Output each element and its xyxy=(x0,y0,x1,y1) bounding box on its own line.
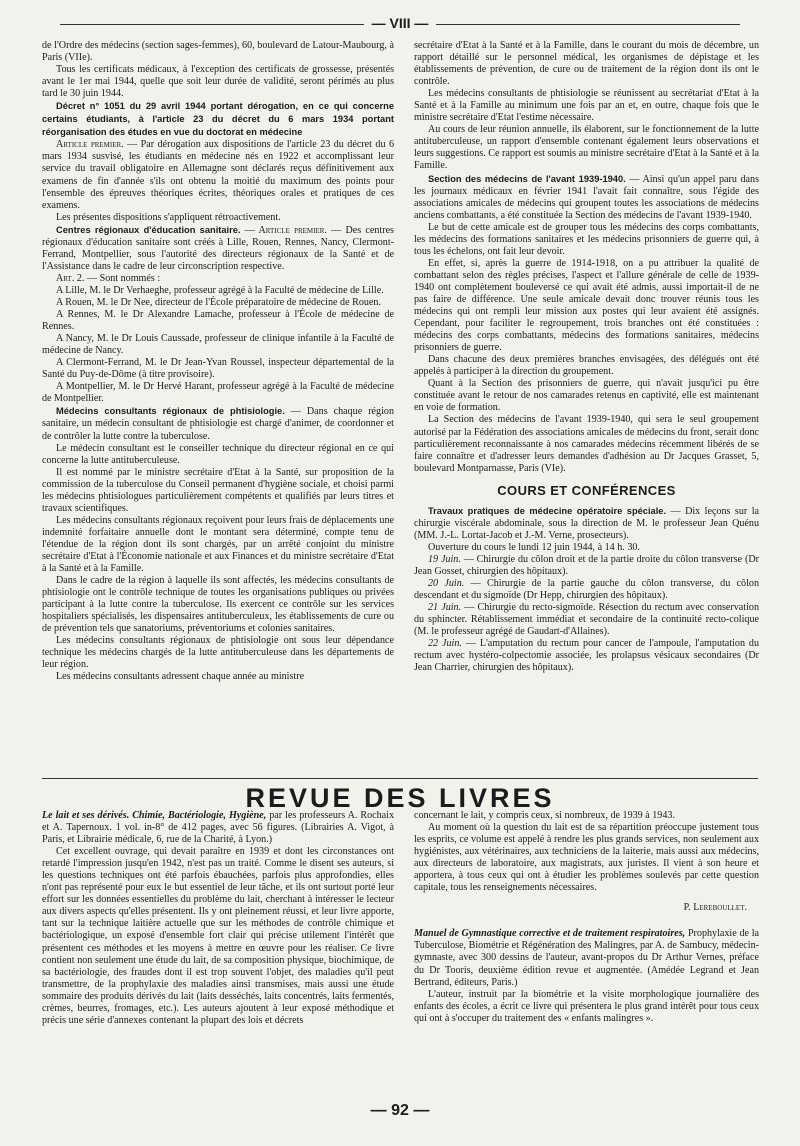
section-divider xyxy=(42,778,758,779)
paragraph-text: Les médecins consultants régionaux de phtisiologie ont sous leur dépendance technique les médecins chargés de la lutte antituberculeuse dans les départements de leur région. xyxy=(42,635,394,671)
paragraph-text: A Rennes, M. le Dr Alexandre Lamache, professeur à l'École de médecine de Rennes. xyxy=(42,309,394,333)
paragraph-heading: Médecins consultants régionaux de phtisiologie. xyxy=(56,406,285,417)
column-left-bottom xyxy=(42,810,394,1027)
right-top-paragraph xyxy=(414,378,759,414)
cours-paragraph xyxy=(414,602,759,638)
review-signature: P. Lereboullet. xyxy=(683,902,747,914)
revue-right-paragraph xyxy=(414,989,759,1025)
cours-paragraph xyxy=(414,542,759,554)
right-top-paragraph xyxy=(414,88,759,124)
paragraph-text: Les présentes dispositions s'appliquent rétroactivement. xyxy=(56,211,281,223)
paragraph-text: Au moment où la question du lait est de sa répartition préoccupe justement tous les esprits, ce volume est appelé à rendre les plus grands services, non seulement aux hygiénistes, aux vétérinaires, aux techniciens de la laiterie, mais aussi aux médecins, aux directeurs de laboratoire, aux magistrats, aux juristes. Il vient à son heure et apportera, à tous ceux qui ont à étudier les problèmes soulevés par cette question capitale, tous les renseignements nécessaires. xyxy=(414,822,759,894)
paragraph-text: Les médecins consultants régionaux reçoivent pour leurs frais de déplacements une indemnité forfaitaire annuelle dont le montant sera déterminé, compte tenu de l'étendue de la région dont ils sont chargés, par un arrêté conjoint du ministre secrétaire d'Etat à l'Économie nationale et aux Finances et du ministre secrétaire d'Etat à la Santé et à la Famille. xyxy=(42,514,394,575)
left-top-paragraph xyxy=(42,64,394,100)
paragraph-text: secrétaire d'Etat à la Santé et à la Famille, dans le courant du mois de décembre, un rapport détaillé sur le personnel médical, les organismes de dépistage et les établissements de prévention, de cure ou de traitement de la région dont ils ont le contrôle. xyxy=(414,40,759,88)
paragraph-text: A Lille, M. le Dr Verhaeghe, professeur agrégé à la Faculté de médecine de Lille. xyxy=(56,284,384,296)
course-date: 22 Juin. xyxy=(428,638,462,650)
paragraph-text: — Chirurgie du recto-sigmoïde. Résection du rectum avec conservation du sphincter. Rétablissement immédiat et secondaire de la continuité recto-colique (M. le professeur agrégé de Gaudart-d'Allaines). xyxy=(414,602,759,638)
left-top-paragraph xyxy=(42,333,394,357)
paragraph-text: A Montpellier, M. le Dr Hervé Harant, professeur agrégé à la Faculté de médecine de Montpellier. xyxy=(42,381,394,405)
left-top-paragraph xyxy=(42,100,394,139)
left-top-paragraph xyxy=(42,285,394,297)
right-top-paragraph xyxy=(414,354,759,378)
paragraph-text: — Dix leçons sur la chirurgie viscérale abdominale, sous la direction de M. le professeur Jean Quénu (MM. J.-L. Lortat-Jacob et J.-M. Verne, prosecteurs). xyxy=(414,505,759,541)
paragraph-text: Ouverture du cours le lundi 12 juin 1944, à 14 h. 30. xyxy=(428,541,640,553)
left-top-paragraph xyxy=(42,224,394,273)
right-top-paragraph xyxy=(414,258,759,354)
book-title: Manuel de Gymnastique corrective et de traitement respiratoires, xyxy=(414,928,686,940)
page-header xyxy=(0,15,800,31)
paragraph-text: L'auteur, instruit par la biométrie et la visite morphologique journalière des enfants des écoles, a écrit ce livre qui présentera le plus grand intérêt pour tous ceux qui ont à s'occuper du traitement des « enfants malingres ». xyxy=(414,988,759,1024)
paragraph-text: La Section des médecins de l'avant 1939-1940, qui sera le seul groupement autorisé par la Fédération des associations amicales de médecins du front, serait donc particulièrement reconnaissante à nos camarades médecins récemment libérés de se faire connaître et d'adresser leurs demandes d'adhésion au Dr Jacques Grasset, 5, boulevard Montparnasse, Paris (VIe). xyxy=(414,414,759,474)
paragraph-heading: Décret n° 1051 du 29 avril 1944 portant dérogation, en ce qui concerne certains étudiants, à l'article 23 du décret du 6 mars 1934 portant réorganisation des études en vue du doctorat en médecine xyxy=(42,101,394,138)
article-label: — Article premier. xyxy=(240,224,327,236)
left-top-paragraph xyxy=(42,40,394,64)
column-right-bottom xyxy=(414,810,759,1025)
left-top-paragraph xyxy=(42,139,394,211)
right-top-paragraph xyxy=(414,222,759,258)
paragraph-text: Prophylaxie de la Tuberculose, Biométrie et Régénération des Malingres, par A. de Sambucy, médecin-gymnaste, avec 300 dessins de l'auteur, avant-propos du Dr Arthur Vernes, préface du Dr Tooris, deuxième édition revue et augmentée. (Amédée Legrand et Jean Bertrand, éditeurs, Paris.) xyxy=(414,928,760,988)
right-top-paragraph xyxy=(414,124,759,172)
left-top-paragraph xyxy=(42,443,394,467)
paragraph-text: En effet, si, après la guerre de 1914-1918, on a pu attribuer la qualité de combattant selon des règles précises, l'aspect et l'allure générale de celle de 1939-1940 ont complètement bouleversé ce qui avait été admis, aussi importait-il de ne pas faire de différence. Une seule amicale devait donc trouver réunis tous les médecins qui ont rempli leur mission aux postes qui leur avaient été assignés. Cependant, pour faciliter le regroupement, trois branches ont été constituées : médecins des corps combattants, médecins des formations sanitaires, médecins prisonniers de guerre. xyxy=(414,257,759,354)
cours-section-title: COURS ET CONFÉRENCES xyxy=(497,482,676,498)
book-title: Le lait et ses dérivés. Chimie, Bactériologie, Hygiène, xyxy=(42,810,267,821)
left-top-paragraph xyxy=(42,467,394,515)
right-top-paragraph xyxy=(414,414,759,474)
page-number: — 92 — xyxy=(370,1102,430,1119)
paragraph-heading: Travaux pratiques de médecine opératoire spéciale. xyxy=(428,505,667,516)
cours-paragraph xyxy=(414,505,759,542)
cours-paragraph xyxy=(414,638,759,674)
paragraph-text: — Dans chaque région sanitaire, un médecin consultant de phtisiologie est chargé d'animer, de coordonner et de contrôler la lutte contre la tuberculose. xyxy=(42,406,394,442)
paragraph-text: A Rouen, M. le Dr Nee, directeur de l'École préparatoire de médecine de Rouen. xyxy=(56,296,381,308)
paragraph-text: A Clermont-Ferrand, M. le Dr Jean-Yvan Roussel, inspecteur départemental de la Santé du Puy-de-Dôme (à titre provisoire). xyxy=(42,357,394,381)
revue-left-paragraph xyxy=(42,846,394,1027)
paragraph-text: par les professeurs A. Rochaix et A. Tapernoux. 1 vol. in-8° de 412 pages, avec 56 figures. (Librairies A. Vigot, à Paris, et Librairie médicale, 6, rue de la Charité, à Lyon.) xyxy=(42,810,394,846)
paragraph-text: Dans le cadre de la région à laquelle ils sont affectés, les médecins consultants de phtisiologie ont le contrôle technique de toutes les organisations publiques ou privées participant à la lutte contre la tuberculose. Ils exercent ce contrôle sur les services hospitaliers spécialisés, les dispensaires antituberculeux, les établissements de cure ou de prévention tels que sanatoriums, préventoriums et colonies sanitaires. xyxy=(42,575,394,635)
revue-title: REVUE DES LIVRES xyxy=(245,783,555,813)
paragraph-text: Les médecins consultants adressent chaque année au ministre xyxy=(56,671,305,683)
left-top-paragraph xyxy=(42,273,394,285)
left-top-paragraph xyxy=(42,297,394,309)
paragraph-text: — Par dérogation aux dispositions de l'article 23 du décret du 6 mars 1934 susvisé, les étudiants en médecine nés en 1922 et accomplissant leur service du travail obligatoire en Allemagne sont déclarés reçus définitivement aux examens de fin d'année s'ils ont obtenu la moitié du maximum des points pour l'ensemble des épreuves théoriques écrites, théoriques orales et pratiques de ces examens. xyxy=(42,139,394,211)
course-date: 19 Juin. xyxy=(428,553,461,565)
left-top-paragraph xyxy=(42,357,394,381)
paragraph-text: Il est nommé par le ministre secrétaire d'Etat à la Santé, sur proposition de la commission de la tuberculose du Conseil permanent d'hygiène sociale, et choisi parmi les médecins phtisiologues particulièrement compétents et qualifiés par leurs titres et travaux scientifiques. xyxy=(42,466,394,514)
article-label: Art. 2. xyxy=(56,272,85,284)
paragraph-text: — Des centres régionaux d'éducation sanitaire sont créés à Lille, Rouen, Rennes, Nancy, Clermont-Ferrand, Montpellier, sous l'autorité des directeurs régionaux de la Santé et de l'Assistance dans le cadre de leur circonscription respective. xyxy=(42,224,394,272)
revue-right-paragraph xyxy=(414,822,759,894)
paragraph-text: — L'amputation du rectum pour cancer de l'ampoule, l'amputation du rectum avec hystéro-colpectomie associée, les prolapsus vésicaux secondaires (Dr Jean Charrier, chirurgien des hôpitaux). xyxy=(414,638,759,674)
paragraph-text: — Chirurgie de la partie gauche du côlon transverse, du côlon descendant et du sigmoïde (Dr Hepp, chirurgien des hôpitaux). xyxy=(414,578,759,602)
column-right-top xyxy=(414,40,759,674)
left-top-paragraph xyxy=(42,309,394,333)
paragraph-text: Les médecins consultants de phtisiologie se réunissent au secrétariat d'Etat à la Santé et à la Famille au minimum une fois par an et, en outre, chaque fois que le ministre secrétaire d'Etat l'estime nécessaire. xyxy=(414,88,759,124)
paragraph-text: Le but de cette amicale est de grouper tous les médecins des corps combattants, les médecins des formations sanitaires et les médecins prisonniers de guerre qui, à tous les échelons, ont fait leur devoir. xyxy=(414,221,759,257)
right-top-paragraph xyxy=(414,173,759,222)
course-date: 21 Juin. xyxy=(428,602,462,614)
cours-section-body xyxy=(414,505,759,675)
paragraph-text: Cet excellent ouvrage, qui devait paraître en 1939 et dont les circonstances ont retardé l'impression jusqu'en 1942, n'est pas un traité. Comme le disent ses auteurs, si les questions techniques ont été parfois ébauchées, parfois plus approfondies, elles n'ont pas représenté pour eux le but essentiel de leur tâche, et ils ont surtout porté leur effort sur les données essentielles du problème du lait, cherchant à intéresser le lecteur aux divers aspects qu'elles présentent. Ils y ont pleinement réussi, et leur livre apporte, tant sur la technique laitière actuelle que sur les méthodes de contrôle chimique et bactériologique, un exposé d'ensemble fort clair qui précise utilement l'intérêt que présentent ces méthodes et les moyens à mettre en œuvre pour les réaliser. Ce livre contient non seulement une étude du lait, de sa composition physique, biochimique, de sa bactériologie, des fraudes dont il est trop souvent l'objet, des maladies qu'il peut transmettre, de la prophylaxie des maladies ainsi transmises, mais aussi une étude sommaire des produits dérivés du lait (laits desséchés, laits concentrés, laits fermentés, crèmes, beurres, fromages, etc.). Les auteurs ajoutent à leur exposé méthodique et précis une série d'annexes contenant la plupart des lois et décrets xyxy=(42,846,394,1026)
right-top-paragraph xyxy=(414,40,759,88)
left-top-paragraph xyxy=(42,575,394,635)
left-top-paragraph xyxy=(42,212,394,224)
paragraph-text: Quant à la Section des prisonniers de guerre, qui n'avait jusqu'ici pu être constituée avant le retour de nos camarades retenus en captivité, elle est maintenant en voie de formation. xyxy=(414,378,759,414)
cours-paragraph xyxy=(414,554,759,578)
paragraph-heading: Centres régionaux d'éducation sanitaire. xyxy=(56,224,241,235)
article-label: Article premier. xyxy=(56,139,124,151)
paragraph-text: Au cours de leur réunion annuelle, ils élaborent, sur le fonctionnement de la lutte antituberculeuse, un rapport d'ensemble contenant également leurs observations et leurs suggestions. Ce rapport est soumis au ministre secrétaire d'Etat à la Santé et à la Famille. xyxy=(414,124,759,172)
paragraph-heading: Section des médecins de l'avant 1939-1940. xyxy=(428,173,626,184)
column-right-top-body xyxy=(414,40,759,475)
cours-paragraph xyxy=(414,578,759,602)
left-top-paragraph xyxy=(42,635,394,671)
revue-right-paragraph xyxy=(414,928,759,988)
paragraph-text: — Chirurgie du côlon droit et de la partie droite du côlon transverse (Dr Jean Gosset, chirurgien des hôpitaux). xyxy=(414,553,759,577)
left-top-paragraph xyxy=(42,381,394,405)
paragraph-text: concernant le lait, y compris ceux, si nombreux, de 1939 à 1943. xyxy=(414,810,675,821)
paragraph-text: Tous les certificats médicaux, à l'exception des certificats de grossesse, présentés avant le 1er mai 1944, quelle que soit leur durée de validité, seront périmés au plus tard le 30 juin 1944. xyxy=(42,64,394,100)
paragraph-text: Dans chacune des deux premières branches envisagées, des délégués ont été appelés à participer à la direction du groupement. xyxy=(414,354,759,378)
paragraph-text: de l'Ordre des médecins (section sages-femmes), 60, boulevard de Latour-Maubourg, à Paris (VIIe). xyxy=(42,40,394,64)
paragraph-text: A Nancy, M. le Dr Louis Caussade, professeur de clinique infantile à la Faculté de médecine de Nancy. xyxy=(42,333,394,357)
left-top-paragraph xyxy=(42,405,394,442)
paragraph-text: — Ainsi qu'un appel paru dans les journaux médicaux en février 1941 l'avait fait connaître, sous l'égide des associations amicales de médecins qui groupent toutes les associations de médecins anciens combattants, a été constituée la Section des médecins de l'avant 1939-1940. xyxy=(414,173,760,221)
paragraph-text: Le médecin consultant est le conseiller technique du directeur régional en ce qui concerne la lutte antituberculeuse. xyxy=(42,442,394,466)
course-date: 20 Juin. xyxy=(428,578,465,590)
revue-right-paragraph xyxy=(414,810,759,822)
left-top-paragraph xyxy=(42,515,394,575)
column-left-top xyxy=(42,40,394,683)
paragraph-text: — Sont nommés : xyxy=(84,272,161,284)
header-page-label: — VIII — xyxy=(364,15,437,31)
left-top-paragraph xyxy=(42,671,394,683)
revue-left-paragraph xyxy=(42,810,394,846)
